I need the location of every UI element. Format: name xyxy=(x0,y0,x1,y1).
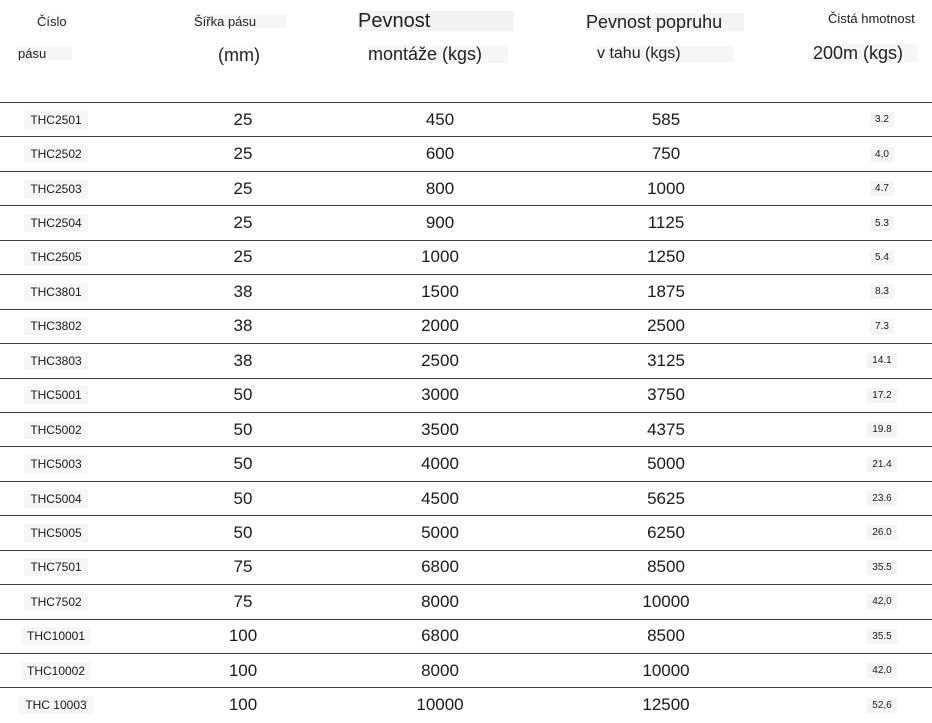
cell-width: 25 xyxy=(233,247,253,267)
cell-net-weight xyxy=(862,137,902,170)
cell-breaking-strength: 1125 xyxy=(647,213,685,233)
cell-net-weight xyxy=(862,585,902,618)
code-value: THC7501 xyxy=(24,558,87,576)
cell-breaking-strength: 3750 xyxy=(647,385,685,405)
table-row xyxy=(0,343,932,377)
cell-mounting-strength: 8000 xyxy=(421,660,459,680)
cell-mounting-strength: 2500 xyxy=(421,350,459,370)
table-row xyxy=(0,481,932,515)
cell-net-weight xyxy=(862,275,902,308)
table-row xyxy=(0,240,932,274)
code-value: THC5002 xyxy=(24,421,87,439)
weight-value: 42,0 xyxy=(867,594,896,609)
cell-mounting-strength: 3000 xyxy=(421,385,459,405)
spec-table xyxy=(0,102,932,722)
header-weight-line1: Čistá hmotnost xyxy=(828,11,915,26)
cell-mounting-strength: 900 xyxy=(425,213,455,233)
cell-net-weight xyxy=(862,206,902,239)
cell-width: 25 xyxy=(233,178,253,198)
table-row xyxy=(0,687,932,721)
weight-value: 4.7 xyxy=(870,181,894,196)
weight-value: 14.1 xyxy=(867,353,896,368)
cell-width: 75 xyxy=(233,591,253,611)
cell-breaking-strength: 5625 xyxy=(647,488,685,508)
table-row xyxy=(0,274,932,308)
table-row xyxy=(0,412,932,446)
header-width-line2: (mm) xyxy=(218,45,260,65)
header-code-line2: pásu xyxy=(18,47,72,60)
cell-code xyxy=(14,172,98,205)
header-mounting-line2: montáže (kgs) xyxy=(368,45,508,63)
cell-mounting-strength: 6800 xyxy=(421,626,459,646)
code-value: THC5004 xyxy=(24,490,87,508)
code-value: THC10001 xyxy=(21,627,91,645)
cell-width: 100 xyxy=(228,626,258,646)
weight-value: 4,0 xyxy=(870,147,894,162)
code-value: THC3803 xyxy=(24,352,87,370)
cell-net-weight xyxy=(862,172,902,205)
cell-code xyxy=(14,654,98,687)
code-value: THC2503 xyxy=(24,180,87,198)
weight-value: 23.6 xyxy=(867,491,896,506)
code-value: THC5003 xyxy=(24,455,87,473)
cell-code xyxy=(14,379,98,412)
cell-mounting-strength: 3500 xyxy=(421,419,459,439)
cell-net-weight xyxy=(862,310,902,343)
weight-value: 17.2 xyxy=(867,388,896,403)
weight-value: 8.3 xyxy=(870,284,894,299)
cell-width: 100 xyxy=(228,695,258,715)
weight-value: 42,0 xyxy=(867,663,896,678)
cell-breaking-strength: 585 xyxy=(651,109,681,129)
code-value: THC2502 xyxy=(24,145,87,163)
cell-net-weight xyxy=(862,379,902,412)
weight-value: 52,6 xyxy=(867,698,896,713)
cell-breaking-strength: 3125 xyxy=(647,350,685,370)
cell-code xyxy=(14,344,98,377)
cell-net-weight xyxy=(862,241,902,274)
code-value: THC 10003 xyxy=(19,696,92,714)
table-row xyxy=(0,378,932,412)
cell-breaking-strength: 4375 xyxy=(647,419,685,439)
cell-breaking-strength: 10000 xyxy=(642,591,690,611)
code-value: THC3802 xyxy=(24,317,87,335)
table-row xyxy=(0,171,932,205)
cell-mounting-strength: 800 xyxy=(425,178,455,198)
table-row xyxy=(0,515,932,549)
cell-breaking-strength: 8500 xyxy=(647,626,685,646)
cell-net-weight xyxy=(862,447,902,480)
cell-net-weight xyxy=(862,551,902,584)
table-row xyxy=(0,102,932,136)
weight-value: 5.3 xyxy=(870,216,894,231)
cell-breaking-strength: 5000 xyxy=(647,454,685,474)
code-value: THC2504 xyxy=(24,214,87,232)
header-code-line1: Číslo xyxy=(37,14,67,29)
cell-mounting-strength: 1500 xyxy=(421,281,459,301)
header-mounting-line1: Pevnost xyxy=(358,11,514,31)
cell-mounting-strength: 2000 xyxy=(421,316,459,336)
cell-code xyxy=(14,551,98,584)
cell-width: 75 xyxy=(233,557,253,577)
cell-code xyxy=(14,585,98,618)
code-value: THC10002 xyxy=(21,662,91,680)
cell-breaking-strength: 8500 xyxy=(647,557,685,577)
code-value: THC2501 xyxy=(24,111,87,129)
cell-mounting-strength: 6800 xyxy=(421,557,459,577)
code-value: THC7502 xyxy=(24,593,87,611)
cell-net-weight xyxy=(862,654,902,687)
weight-value: 5.4 xyxy=(870,250,894,265)
cell-width: 25 xyxy=(233,109,253,129)
cell-width: 50 xyxy=(233,522,253,542)
code-value: THC2505 xyxy=(24,248,87,266)
cell-net-weight xyxy=(862,620,902,653)
cell-code xyxy=(14,310,98,343)
cell-width: 50 xyxy=(233,488,253,508)
table-row xyxy=(0,619,932,653)
cell-width: 38 xyxy=(233,350,253,370)
cell-code xyxy=(14,688,98,721)
cell-width: 38 xyxy=(233,281,253,301)
cell-width: 38 xyxy=(233,316,253,336)
header-width-line1: Šířka pásu xyxy=(194,15,286,28)
cell-mounting-strength: 4000 xyxy=(421,454,459,474)
weight-value: 26.0 xyxy=(867,525,896,540)
cell-net-weight xyxy=(862,413,902,446)
weight-value: 7.3 xyxy=(870,319,894,334)
cell-net-weight xyxy=(862,344,902,377)
cell-breaking-strength: 1875 xyxy=(647,281,685,301)
cell-net-weight xyxy=(862,482,902,515)
code-value: THC3801 xyxy=(24,283,87,301)
table-row xyxy=(0,446,932,480)
cell-width: 100 xyxy=(228,660,258,680)
cell-mounting-strength: 5000 xyxy=(421,522,459,542)
cell-width: 50 xyxy=(233,454,253,474)
cell-width: 25 xyxy=(233,144,253,164)
cell-mounting-strength: 1000 xyxy=(421,247,459,267)
cell-code xyxy=(14,103,98,136)
cell-net-weight xyxy=(862,516,902,549)
table-row xyxy=(0,653,932,687)
cell-code xyxy=(14,137,98,170)
cell-breaking-strength: 6250 xyxy=(647,522,685,542)
cell-mounting-strength: 600 xyxy=(425,144,455,164)
cell-code xyxy=(14,447,98,480)
table-row xyxy=(0,584,932,618)
cell-breaking-strength: 1000 xyxy=(647,178,685,198)
cell-code xyxy=(14,516,98,549)
cell-breaking-strength: 750 xyxy=(651,144,681,164)
cell-width: 50 xyxy=(233,385,253,405)
cell-net-weight xyxy=(862,688,902,721)
cell-code xyxy=(14,413,98,446)
cell-code xyxy=(14,482,98,515)
cell-code xyxy=(14,241,98,274)
cell-breaking-strength: 12500 xyxy=(642,695,690,715)
cell-mounting-strength: 8000 xyxy=(421,591,459,611)
cell-code xyxy=(14,275,98,308)
header-weight-line2: 200m (kgs) xyxy=(813,44,917,62)
cell-breaking-strength: 10000 xyxy=(642,660,690,680)
cell-code xyxy=(14,620,98,653)
cell-breaking-strength: 2500 xyxy=(647,316,685,336)
code-value: THC5005 xyxy=(24,524,87,542)
table-header xyxy=(0,0,932,100)
table-row xyxy=(0,205,932,239)
header-breaking-line2: v tahu (kgs) xyxy=(597,46,733,62)
header-breaking-line1: Pevnost popruhu xyxy=(586,13,744,31)
table-row xyxy=(0,550,932,584)
table-row xyxy=(0,309,932,343)
weight-value: 3.2 xyxy=(870,112,894,127)
cell-width: 50 xyxy=(233,419,253,439)
table-row xyxy=(0,136,932,170)
cell-mounting-strength: 4500 xyxy=(421,488,459,508)
cell-mounting-strength: 10000 xyxy=(416,695,464,715)
cell-code xyxy=(14,206,98,239)
weight-value: 19.8 xyxy=(867,422,896,437)
weight-value: 35.5 xyxy=(867,560,896,575)
cell-net-weight xyxy=(862,103,902,136)
weight-value: 21.4 xyxy=(867,457,896,472)
cell-mounting-strength: 450 xyxy=(425,109,455,129)
weight-value: 35.5 xyxy=(867,629,896,644)
cell-breaking-strength: 1250 xyxy=(647,247,685,267)
code-value: THC5001 xyxy=(24,386,87,404)
cell-width: 25 xyxy=(233,213,253,233)
